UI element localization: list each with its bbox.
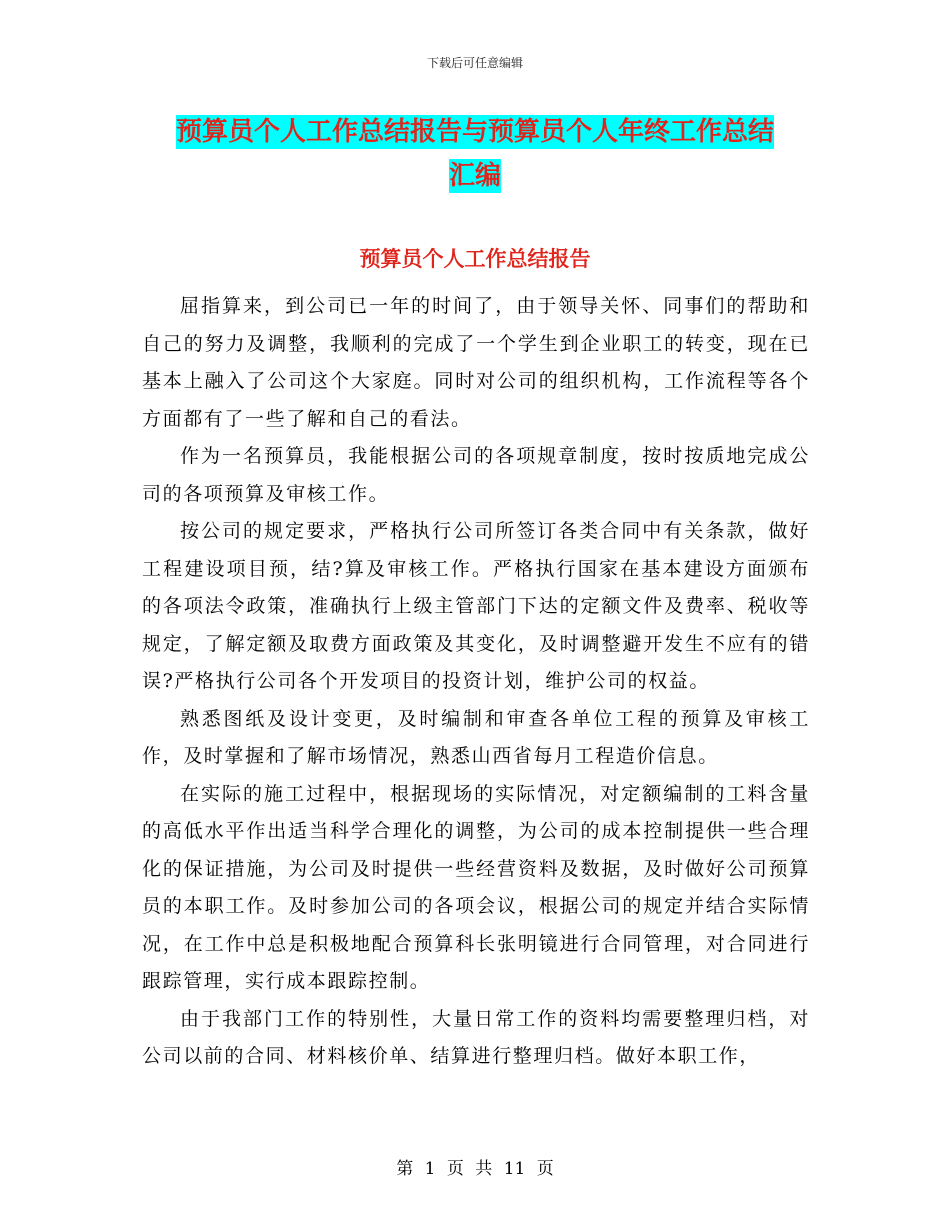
paragraph: 熟悉图纸及设计变更，及时编制和审查各单位工程的预算及审核工作，及时掌握和了解市场情况，熟悉山西省每月工程造价信息。 (142, 707, 810, 767)
paragraph: 按公司的规定要求，严格执行公司所签订各类合同中有关条款，做好工程建设项目预，结?算及审核工作。严格执行国家在基本建设方面颁布的各项法令政策，准确执行上级主管部门下达的定额文件及费率、税收等规定，了解定额及取费方面政策及其变化，及时调整避开发生不应有的错误?严格执行公司各个开发项目的投资计划，维护公司的权益。 (142, 520, 810, 692)
title-line-1: 预算员个人工作总结报告与预算员个人年终工作总结 (175, 117, 774, 147)
document-title (140, 110, 810, 198)
page-indicator: 第 1 页 共 11 页 (396, 1159, 554, 1179)
paragraph: 作为一名预算员，我能根据公司的各项规章制度，按时按质地完成公司的各项预算及审核工作。 (142, 445, 810, 505)
title-line-2: 汇编 (448, 161, 501, 191)
paragraph: 屈指算来，到公司已一年的时间了，由于领导关怀、同事们的帮助和自己的努力及调整，我顺利的完成了一个学生到企业职工的转变，现在已基本上融入了公司这个大家庭。同时对公司的组织机构，工作流程等各个方面都有了一些了解和自己的看法。 (142, 295, 810, 430)
paragraph: 由于我部门工作的特别性，大量日常工作的资料均需要整理归档，对公司以前的合同、材料核价单、结算进行整理归档。做好本职工作， (142, 1007, 810, 1067)
paragraph: 在实际的施工过程中，根据现场的实际情况，对定额编制的工料含量的高低水平作出适当科学合理化的调整，为公司的成本控制提供一些合理化的保证措施，为公司及时提供一些经营资料及数据，及时做好公司预算员的本职工作。及时参加公司的各项会议，根据公司的规定并结合实际情况，在工作中总是积极地配合预算科长张明镜进行合同管理，对合同进行跟踪管理，实行成本跟踪控制。 (142, 782, 810, 992)
header-note: 下载后可任意编辑 (426, 56, 523, 70)
document-body (142, 288, 810, 1076)
section-title: 预算员个人工作总结报告 (359, 247, 591, 271)
